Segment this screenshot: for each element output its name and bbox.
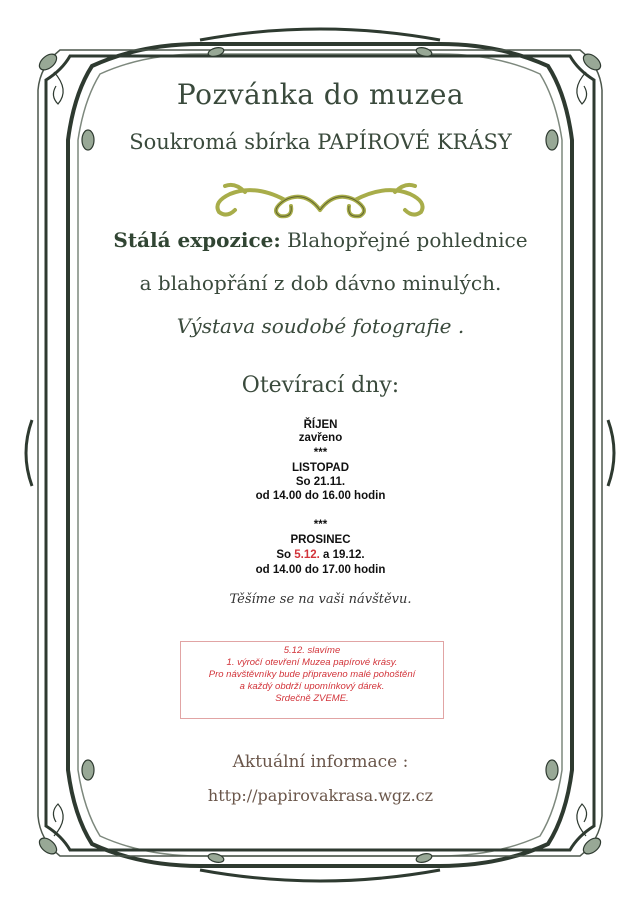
page-title: Pozvánka do muzea [176,78,465,111]
october-month: ŘÍJEN [303,419,338,431]
exhibition-line-3: Výstava soudobé fotografie . [176,314,465,338]
page-subtitle: Soukromá sbírka PAPÍROVÉ KRÁSY [129,130,512,154]
october-status: zavřeno [298,432,343,444]
notice-line: Pro návštěvníky bude připraveno malé pohoštění [208,669,416,680]
website-link[interactable]: http://papirovakrasa.wgz.cz [207,786,434,805]
exhibition-line-2: a blahopřání z dob dávno minulých. [139,271,502,295]
separator: *** [313,519,328,531]
notice-line: 5.12. slavíme [283,645,341,656]
thanks-text: Těšíme se na vaši návštěvu. [229,592,412,607]
december-date-prefix: So [276,549,292,561]
december-date-highlight: 5.12. [294,549,320,561]
november-date: So 21.11. [295,476,346,488]
flourish-ornament-icon [205,180,435,222]
separator: *** [313,447,328,459]
exhibition-label: Stálá expozice: [113,228,281,252]
december-date-suffix: a 19.12. [323,549,365,561]
notice-line: Srdečně ZVEME. [275,693,349,704]
notice-box [180,641,444,719]
december-month: PROSINEC [290,534,351,546]
november-month: LISTOPAD [291,462,350,474]
december-hours: od 14.00 do 17.00 hodin [255,564,386,576]
exhibition-text-1: Blahopřejné pohlednice [287,228,528,252]
info-label: Aktuální informace : [232,752,409,772]
exhibition-line-1 [0,228,641,252]
december-date [0,549,641,562]
opening-hours-title: Otevírací dny: [241,373,400,398]
notice-line: a každý obdrží upomínkový dárek. [239,681,385,692]
notice-line: 1. výročí otevření Muzea papírové krásy. [226,657,398,668]
november-hours: od 14.00 do 16.00 hodin [255,490,386,502]
